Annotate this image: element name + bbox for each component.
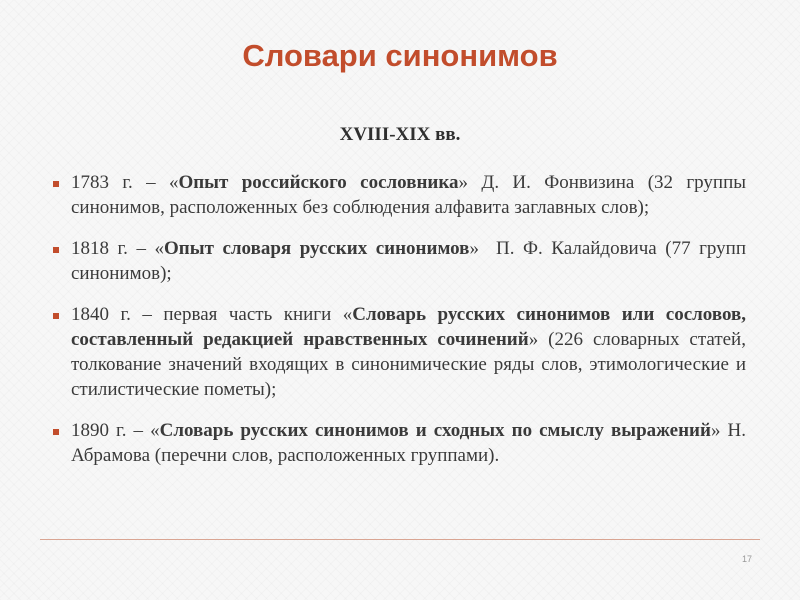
item-text: 1840 г. – первая часть книги « — [71, 304, 353, 325]
item-text: 1890 г. – « — [71, 420, 160, 441]
item-text: 1783 г. – « — [71, 172, 179, 193]
item-text: » П. Ф. Калайдовича (77 групп синонимов); — [71, 238, 751, 284]
item-title: Опыт словаря русских синонимов — [164, 238, 470, 259]
item-title: Опыт российского сословника — [178, 172, 459, 193]
item-title: Словарь русских синонимов и сходных по смыслу выражений — [159, 420, 711, 441]
slide-subtitle: XVIII-XIX вв. — [339, 124, 461, 145]
bullet-icon — [53, 247, 59, 253]
list-item — [53, 170, 746, 220]
list-item — [53, 418, 746, 468]
page-number: 17 — [741, 554, 752, 564]
list-item — [53, 236, 751, 286]
dictionary-list — [53, 170, 751, 484]
item-text: » Д. И. Фонвизина (32 группы синонимов, расположенных без соблюдения алфавита заглавных слов); — [71, 172, 747, 218]
bullet-icon — [53, 181, 59, 187]
bullet-icon — [53, 429, 59, 435]
list-item — [53, 302, 746, 402]
footer-divider — [40, 539, 760, 540]
item-text: 1818 г. – « — [71, 238, 165, 259]
item-title: Словарь русских синонимов или сословов, составленный редакцией нравственных сочинений — [71, 304, 746, 350]
item-text: » (226 словарных статей, толкование значений входящих в синонимические ряды слов, этимологические и стилистические пометы); — [71, 329, 746, 400]
bullet-icon — [53, 313, 59, 319]
item-text: » Н. Абрамова (перечни слов, расположенных группами). — [71, 420, 746, 466]
slide-title: Словари синонимов — [242, 38, 558, 73]
